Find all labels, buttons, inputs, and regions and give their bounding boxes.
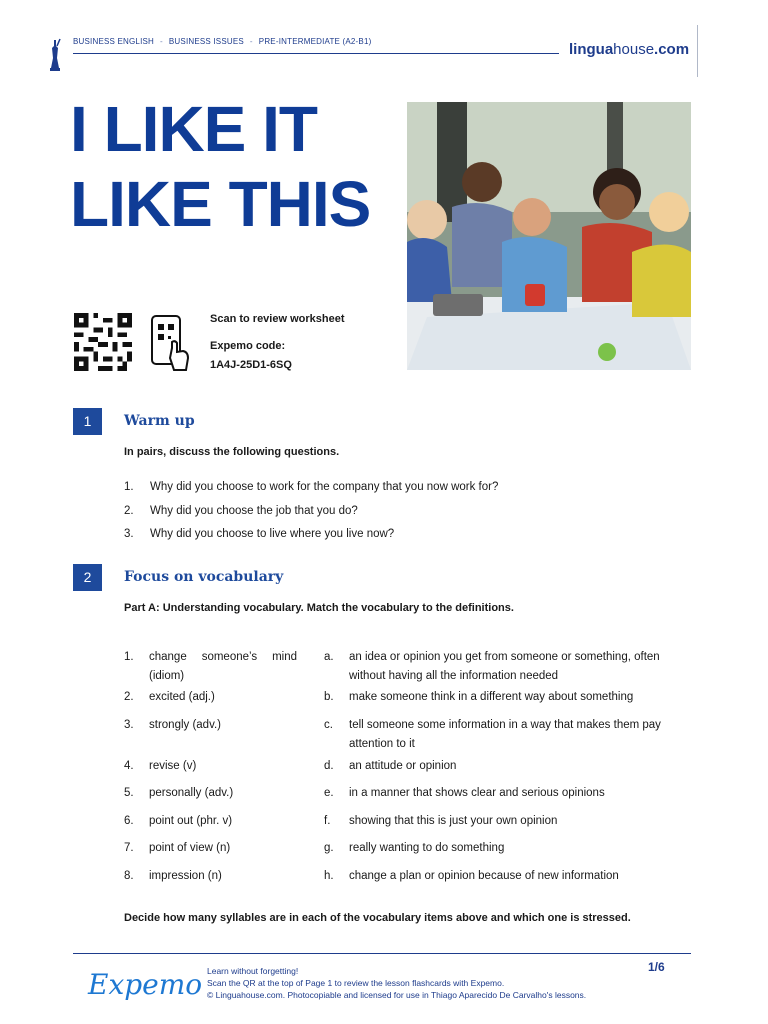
vocab-term: change someone’s mind (idiom) bbox=[149, 651, 297, 682]
vocab-term: personally (adv.) bbox=[149, 787, 234, 799]
section-number-badge: 2 bbox=[73, 564, 102, 591]
expemo-logo[interactable]: Expemo bbox=[88, 968, 203, 1001]
vocab-term: revise (v) bbox=[149, 760, 197, 772]
term-number: 8. bbox=[124, 870, 134, 882]
title-line: I LIKE IT bbox=[70, 93, 317, 165]
statue-logo-icon bbox=[48, 38, 62, 72]
definition-text: in a manner that shows clear and serious opinions bbox=[349, 787, 605, 799]
page-title bbox=[70, 92, 370, 242]
section-instruction: Part A: Understanding vocabulary. Match the vocabulary to the definitions. bbox=[124, 602, 514, 614]
term-number: 2. bbox=[124, 691, 134, 703]
breadcrumb-item[interactable]: BUSINESS ENGLISH bbox=[73, 37, 155, 46]
phone-scan-icon bbox=[150, 314, 192, 372]
expemo-code-label: Expemo code: bbox=[210, 340, 286, 352]
followup-instruction: Decide how many syllables are in each of the vocabulary items above and which one is stressed. bbox=[124, 912, 631, 924]
header-vertical-divider bbox=[697, 25, 698, 77]
definition-text: showing that this is just your own opinion bbox=[349, 815, 558, 827]
definition-letter: a. bbox=[324, 651, 334, 663]
section-number-badge: 1 bbox=[73, 408, 102, 435]
vocab-term: excited (adj.) bbox=[149, 691, 215, 703]
term-number: 7. bbox=[124, 842, 134, 854]
vocab-term: strongly (adv.) bbox=[149, 719, 222, 731]
definition-letter: c. bbox=[324, 719, 333, 731]
scan-label: Scan to review worksheet bbox=[210, 313, 345, 325]
definition-letter: g. bbox=[324, 842, 334, 854]
page-number: 1/6 bbox=[648, 960, 665, 974]
question-number: 2. bbox=[124, 505, 134, 517]
definition-text: change a plan or opinion because of new information bbox=[349, 870, 619, 882]
question-text: Why did you choose the job that you do? bbox=[150, 505, 358, 517]
section-title: Warm up bbox=[124, 413, 195, 429]
vocab-term: point of view (n) bbox=[149, 842, 231, 854]
footer-tagline: Learn without forgetting! bbox=[207, 966, 299, 976]
breadcrumb-item[interactable]: BUSINESS ISSUES bbox=[168, 37, 244, 46]
definition-letter: b. bbox=[324, 691, 334, 703]
term-number: 6. bbox=[124, 815, 134, 827]
question-number: 1. bbox=[124, 481, 134, 493]
question-item bbox=[124, 478, 498, 497]
header-divider bbox=[73, 53, 559, 54]
term-number: 3. bbox=[124, 719, 134, 731]
brand-logo[interactable] bbox=[569, 41, 689, 58]
term-number: 1. bbox=[124, 651, 134, 663]
definition-letter: h. bbox=[324, 870, 334, 882]
brand-part: house bbox=[613, 41, 655, 58]
definition-letter: d. bbox=[324, 760, 334, 772]
section-title: Focus on vocabulary bbox=[124, 569, 284, 585]
section-instruction: In pairs, discuss the following questions. bbox=[124, 446, 340, 458]
qr-code[interactable] bbox=[73, 313, 133, 371]
question-item bbox=[124, 502, 358, 521]
footer-license: © Linguahouse.com. Photocopiable and licensed for use in Thiago Aparecido De Carvalho's lessons. bbox=[207, 990, 587, 1000]
breadcrumb-item[interactable]: PRE-INTERMEDIATE (A2-B1) bbox=[258, 37, 372, 46]
definition-text: an idea or opinion you get from someone or something, often without having all the information needed bbox=[349, 651, 660, 682]
question-text: Why did you choose to live where you live now? bbox=[150, 528, 395, 540]
question-text: Why did you choose to work for the company that you now work for? bbox=[150, 481, 499, 493]
definition-letter: f. bbox=[324, 815, 331, 827]
expemo-code-value: 1A4J-25D1-6SQ bbox=[210, 359, 292, 371]
vocab-term: impression (n) bbox=[149, 870, 222, 882]
brand-part: lingua bbox=[569, 41, 614, 58]
hero-photo bbox=[407, 102, 691, 370]
title-line: LIKE THIS bbox=[70, 168, 371, 240]
term-number: 5. bbox=[124, 787, 134, 799]
definition-letter: e. bbox=[324, 787, 334, 799]
brand-part: .com bbox=[654, 41, 690, 58]
definition-text: really wanting to do something bbox=[349, 842, 505, 854]
definition-text: make someone think in a different way about something bbox=[349, 691, 634, 703]
definition-text: an attitude or opinion bbox=[349, 760, 457, 772]
breadcrumb: BUSINESS ENGLISH - BUSINESS ISSUES - PRE-INTERMEDIATE (A2-B1) bbox=[73, 37, 372, 46]
question-number: 3. bbox=[124, 528, 134, 540]
question-item bbox=[124, 525, 394, 544]
term-number: 4. bbox=[124, 760, 134, 772]
footer-scan-note: Scan the QR at the top of Page 1 to review the lesson flashcards with Expemo. bbox=[207, 978, 505, 988]
definition-text: tell someone some information in a way that makes them pay attention to it bbox=[349, 719, 661, 750]
footer-divider bbox=[73, 953, 691, 954]
vocab-term: point out (phr. v) bbox=[149, 815, 233, 827]
